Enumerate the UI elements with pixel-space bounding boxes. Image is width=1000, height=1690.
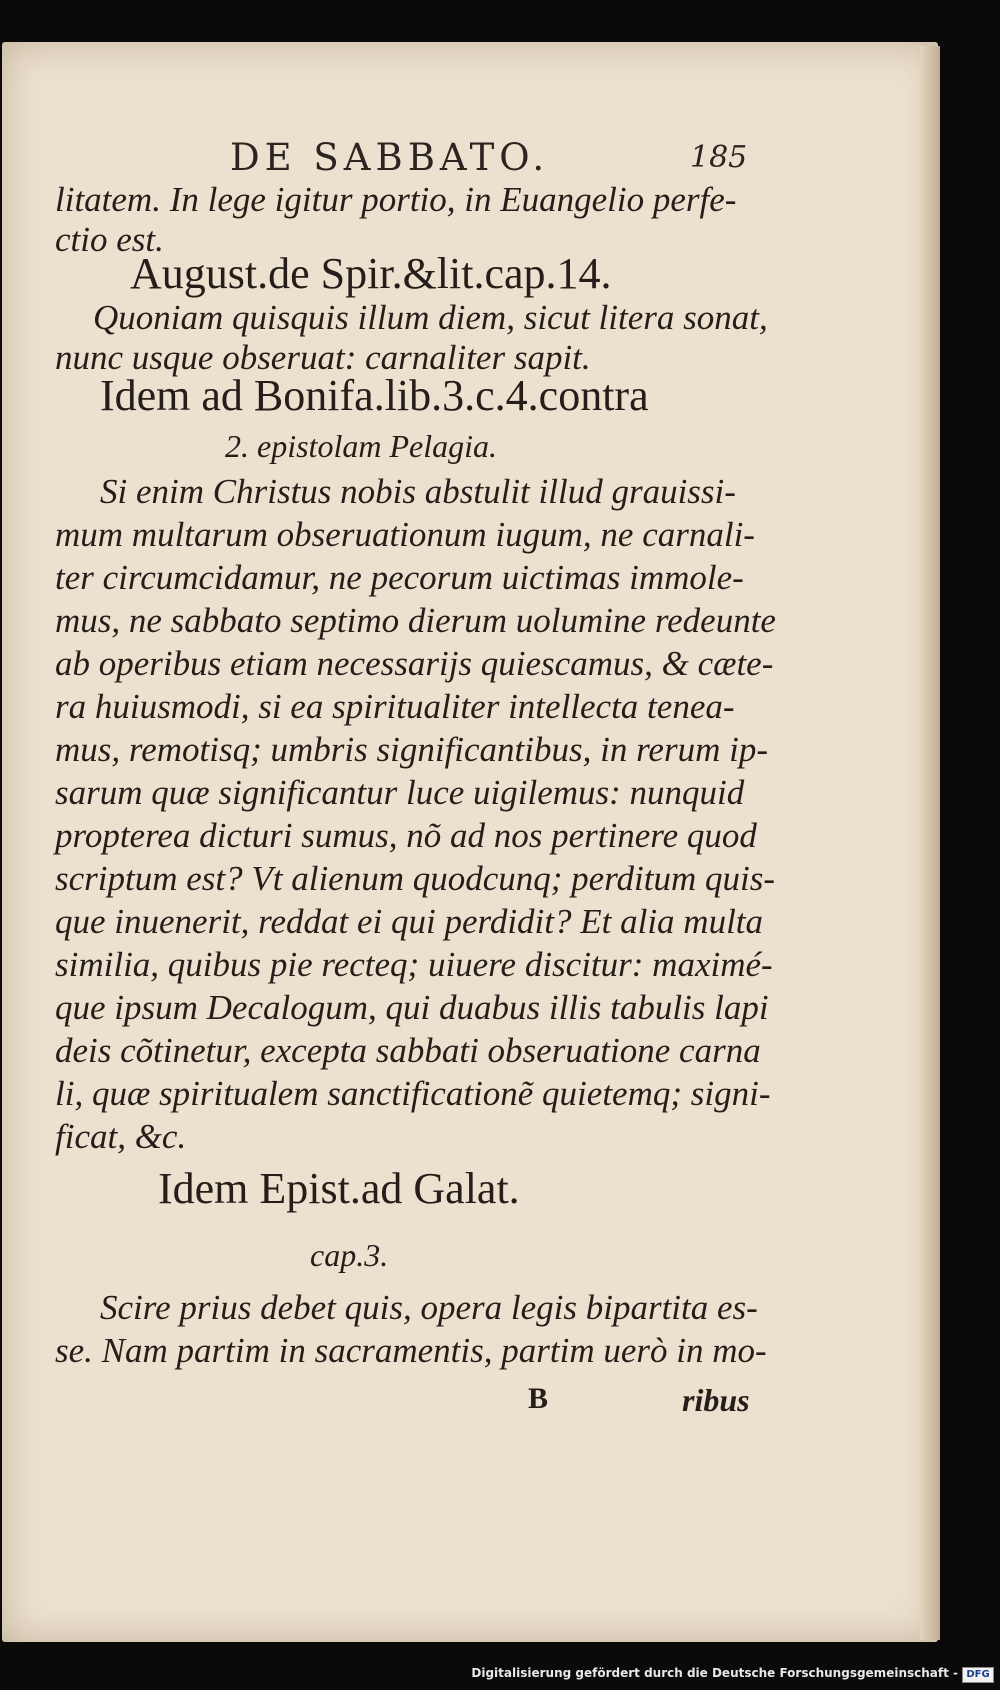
text-line: mum multarum obseruationum iugum, ne carnali- <box>55 515 755 554</box>
text-line: ficat, &c. <box>55 1117 187 1156</box>
section-subheading: 2. epistolam Pelagia. <box>225 428 497 464</box>
section-heading: August.de Spir.&lit.cap.14. <box>130 249 612 298</box>
credit-text: Digitalisierung gefördert durch die Deutsche Forschungsgemeinschaft - <box>471 1666 958 1680</box>
text-line: scriptum est? Vt alienum quodcunq; perditum quis- <box>55 859 776 898</box>
text-line: Si enim Christus nobis abstulit illud grauissi- <box>100 472 736 511</box>
signature-mark: B <box>528 1382 549 1415</box>
text-line: que ipsum Decalogum, qui duabus illis tabulis lapi <box>55 988 769 1027</box>
text-line: similia, quibus pie recteq; uiuere discitur: maximé- <box>55 945 773 984</box>
section-heading: Idem ad Bonifa.lib.3.c.4.contra <box>100 371 649 420</box>
text-line: ctio est. <box>55 220 164 259</box>
text-line: nunc usque obseruat: carnaliter sapit. <box>55 338 591 377</box>
section-subheading: cap.3. <box>310 1237 389 1273</box>
page-edge <box>920 46 940 1640</box>
text-line: li, quæ spiritualem sanctificationẽ quietemq; signi- <box>55 1074 771 1113</box>
text-line: que inuenerit, reddat ei qui perdidit? Et alia multa <box>55 902 764 941</box>
text-line: ter circumcidamur, ne pecorum uictimas immole- <box>55 558 744 597</box>
page-number: 185 <box>690 140 748 175</box>
text-line: Scire prius debet quis, opera legis bipartita es- <box>100 1288 758 1327</box>
digitization-credit-bar <box>0 1662 1000 1690</box>
text-line: sarum quæ significantur luce uigilemus: nunquid <box>55 773 745 812</box>
text-line: ab operibus etiam necessarijs quiescamus, & cæte- <box>55 644 774 683</box>
text-line: propterea dicturi sumus, nõ ad nos pertinere quod <box>55 816 757 855</box>
text-line: Quoniam quisquis illum diem, sicut litera sonat, <box>93 298 768 337</box>
text-line: se. Nam partim in sacramentis, partim uerò in mo- <box>55 1331 767 1370</box>
text-line: mus, remotisq; umbris significantibus, in rerum ip- <box>55 730 768 769</box>
dfg-logo: DFG <box>962 1667 994 1683</box>
catchword: ribus <box>682 1382 750 1418</box>
section-heading: Idem Epist.ad Galat. <box>158 1164 520 1213</box>
text-line: mus, ne sabbato septimo dierum uolumine redeunte <box>55 601 776 640</box>
text-line: litatem. In lege igitur portio, in Euangelio perfe- <box>55 180 737 219</box>
text-line: deis cõtinetur, excepta sabbati obseruatione carna <box>55 1031 761 1070</box>
running-title: DE SABBATO. <box>230 136 550 179</box>
text-line: ra huiusmodi, si ea spiritualiter intellecta tenea- <box>55 687 735 726</box>
